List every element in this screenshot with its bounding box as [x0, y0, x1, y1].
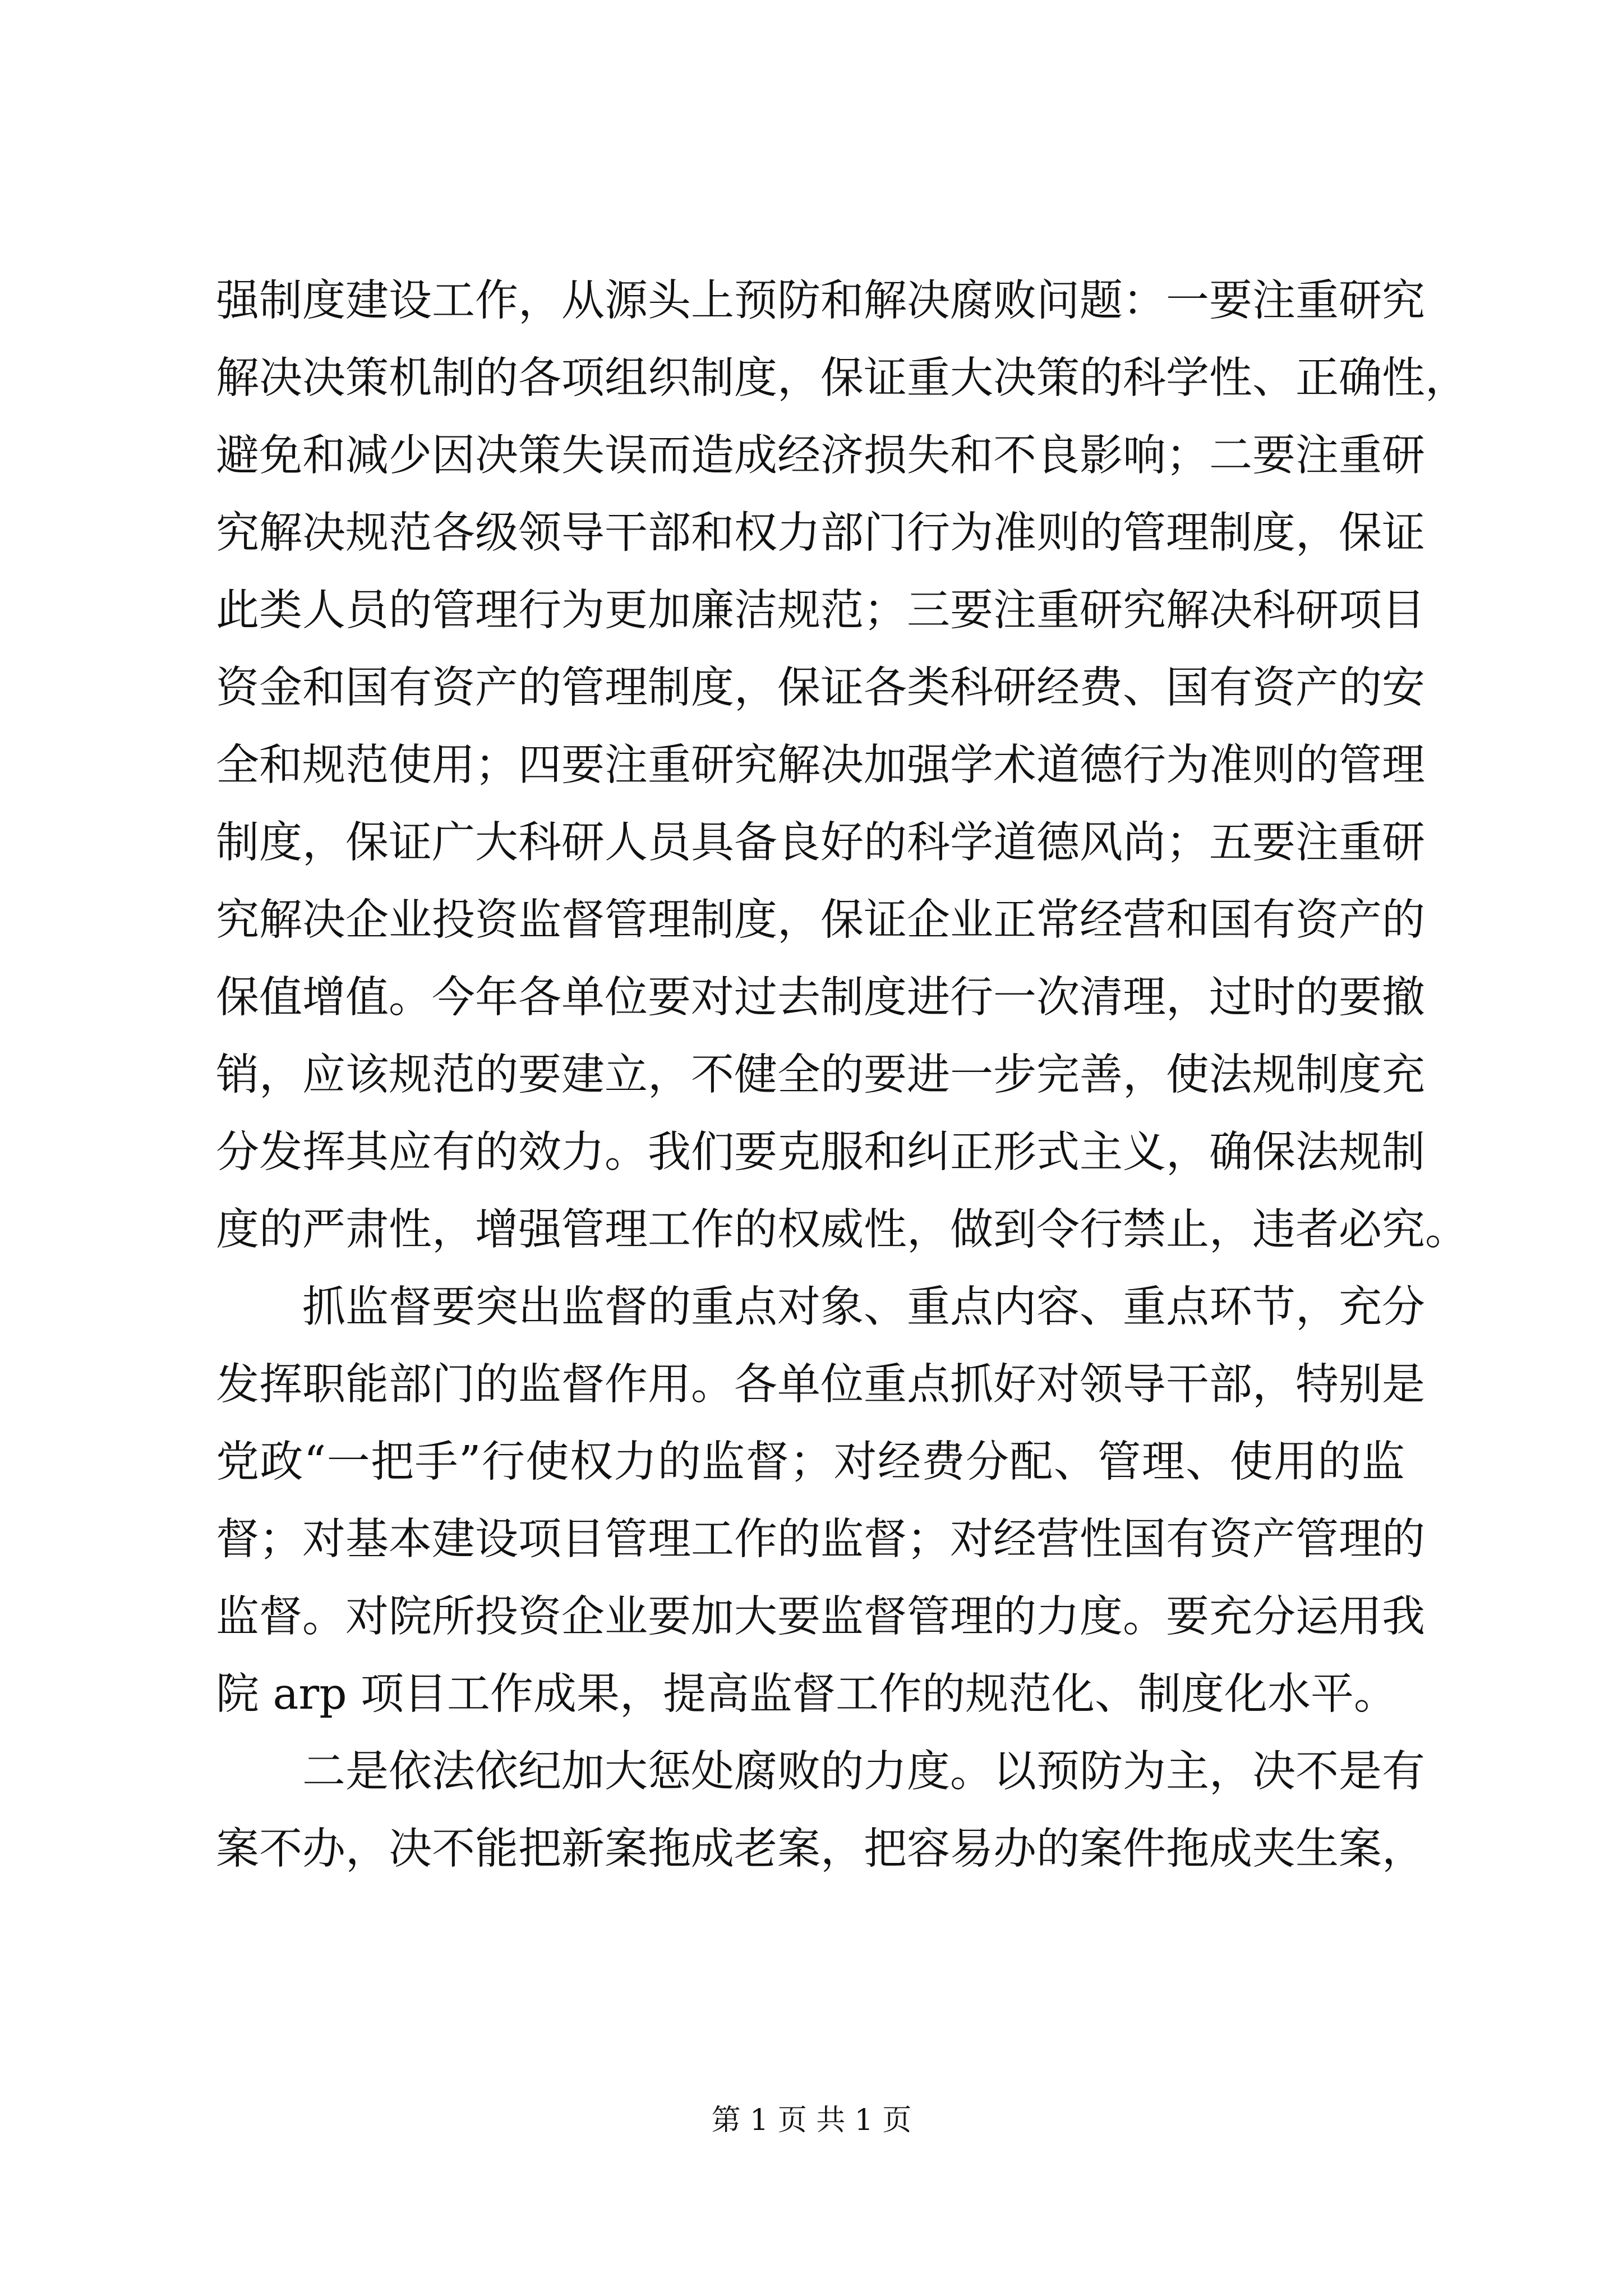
text-line: 抓监督要突出监督的重点对象、重点内容、重点环节，充分: [216, 1282, 1425, 1332]
text-line: 督；对基本建设项目管理工作的监督；对经营性国有资产管理的: [216, 1515, 1425, 1565]
text-line: 发挥职能部门的监督作用。各单位重点抓好对领导干部，特别是: [216, 1360, 1425, 1410]
text-line: 究解决规范各级领导干部和权力部门行为准则的管理制度，保证: [216, 508, 1425, 558]
text-line: 制度，保证广大科研人员具备良好的科学道德风尚；五要注重研: [216, 818, 1425, 868]
page-number-label: 第 1 页 共 1 页: [711, 2104, 912, 2137]
text-line: 资金和国有资产的管理制度，保证各类科研经费、国有资产的安: [216, 663, 1425, 713]
page-footer: [0, 2101, 1623, 2140]
text-line: 监督。对院所投资企业要加大要监督管理的力度。要充分运用我: [216, 1592, 1425, 1642]
text-line: 案不办，决不能把新案拖成老案，把容易办的案件拖成夹生案，: [216, 1824, 1425, 1874]
text-line: 全和规范使用；四要注重研究解决加强学术道德行为准则的管理: [216, 740, 1425, 790]
text-line: 销，应该规范的要建立，不健全的要进一步完善，使法规制度充: [216, 1050, 1425, 1100]
text-line: 避免和减少因决策失误而造成经济损失和不良影响；二要注重研: [216, 431, 1425, 481]
text-line: 保值增值。今年各单位要对过去制度进行一次清理，过时的要撤: [216, 973, 1425, 1023]
text-line: 二是依法依纪加大惩处腐败的力度。以预防为主，决不是有: [216, 1747, 1425, 1797]
text-line: 究解决企业投资监督管理制度，保证企业正常经营和国有资产的: [216, 895, 1425, 945]
text-line: 分发挥其应有的效力。我们要克服和纠正形式主义，确保法规制: [216, 1128, 1425, 1177]
text-line: 党政“一把手”行使权力的监督；对经费分配、管理、使用的监: [216, 1437, 1405, 1487]
document-body: [216, 263, 1468, 1888]
text-line: 强制度建设工作，从源头上预防和解决腐败问题：一要注重研究: [216, 276, 1425, 326]
text-line: 解决决策机制的各项组织制度，保证重大决策的科学性、正确性，: [216, 353, 1468, 403]
text-line: 度的严肃性，增强管理工作的权威性，做到令行禁止，违者必究。: [216, 1205, 1468, 1255]
text-line: 此类人员的管理行为更加廉洁规范；三要注重研究解决科研项目: [216, 586, 1425, 636]
text-line: 院 arp 项目工作成果，提高监督工作的规范化、制度化水平。: [216, 1669, 1397, 1719]
